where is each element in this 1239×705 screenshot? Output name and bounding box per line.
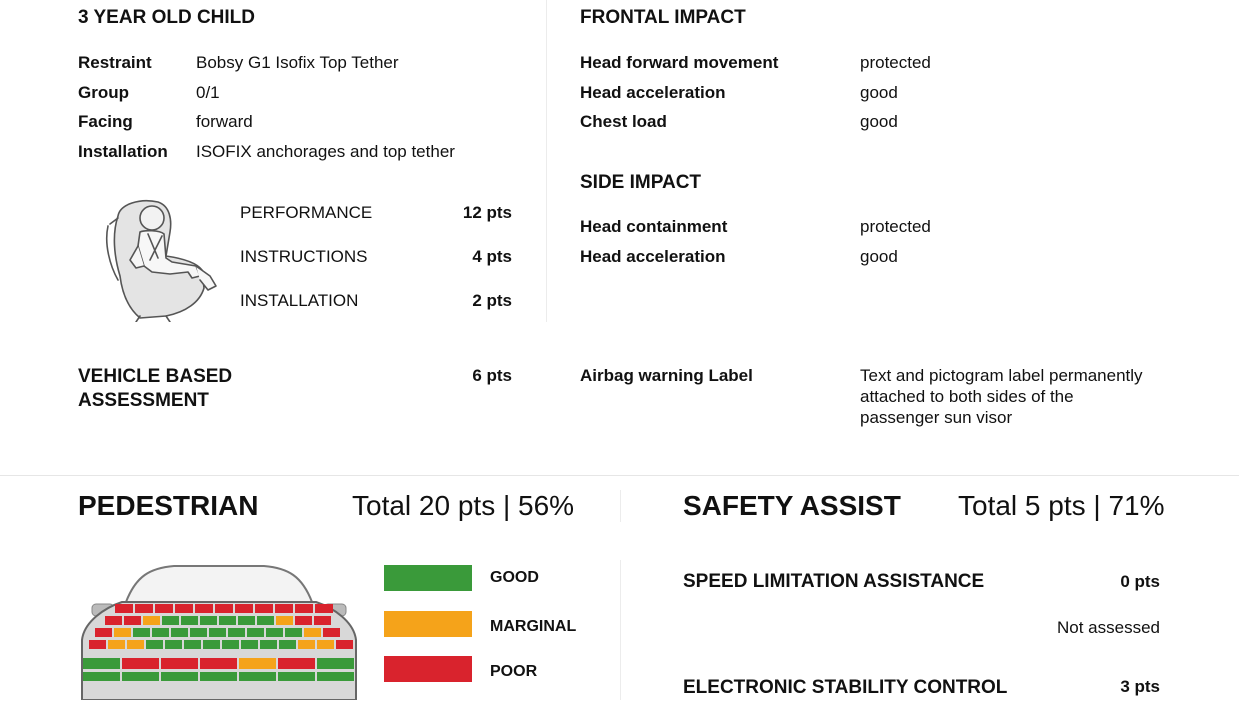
safety-assist-title: SAFETY ASSIST (683, 490, 901, 521)
airbag-warning-text-3: passenger sun visor (860, 408, 1013, 427)
legend-swatch-good (384, 565, 472, 591)
impact-zone-cell (260, 640, 277, 649)
impact-zone-cell (317, 672, 354, 681)
frontal-impact-title: FRONTAL IMPACT (580, 7, 746, 28)
vehicle-assessment-points: 6 pts (472, 366, 512, 385)
impact-zone-cell (298, 640, 315, 649)
facing-value: forward (196, 112, 253, 131)
impact-zone-cell (222, 640, 239, 649)
group-value: 0/1 (196, 83, 220, 102)
impact-zone-cell (238, 616, 255, 625)
speed-limitation-points: 0 pts (1120, 572, 1160, 591)
installation-score-label: INSTALLATION (240, 291, 359, 310)
airbag-warning-text-1: Text and pictogram label permanently (860, 366, 1143, 385)
impact-zone-cell (247, 628, 264, 637)
impact-zone-cell (108, 640, 125, 649)
frontal-row-value: good (860, 112, 898, 131)
impact-zone-cell (317, 658, 354, 669)
impact-zone-cell (200, 658, 237, 669)
frontal-row-label: Chest load (580, 112, 667, 131)
instructions-points: 4 pts (472, 247, 512, 266)
airbag-warning-label: Airbag warning Label (580, 366, 753, 385)
impact-zone-cell (89, 640, 106, 649)
instructions-label: INSTRUCTIONS (240, 247, 368, 266)
group-label: Group (78, 83, 129, 102)
pedestrian-title: PEDESTRIAN (78, 490, 259, 521)
impact-zone-cell (215, 604, 233, 613)
installation-value: ISOFIX anchorages and top tether (196, 142, 455, 161)
impact-zone-cell (161, 658, 198, 669)
impact-zone-cell (295, 604, 313, 613)
installation-points: 2 pts (472, 291, 512, 310)
side-row-label: Head containment (580, 217, 728, 236)
legend-swatch-marginal (384, 611, 472, 637)
column-divider-bottom-2 (620, 560, 621, 700)
impact-zone-cell (83, 658, 120, 669)
impact-zone-cell (255, 604, 273, 613)
impact-zone-cell (304, 628, 321, 637)
impact-zone-cell (317, 640, 334, 649)
legend-swatch-poor (384, 656, 472, 682)
impact-zone-cell (122, 672, 159, 681)
frontal-row-value: protected (860, 53, 931, 72)
impact-zone-cell (146, 640, 163, 649)
legend-label-good: GOOD (490, 569, 539, 586)
impact-zone-cell (162, 616, 179, 625)
impact-zone-cell (241, 640, 258, 649)
vehicle-assessment-label: VEHICLE BASED (78, 366, 233, 387)
impact-zone-cell (171, 628, 188, 637)
frontal-row-label: Head acceleration (580, 83, 726, 102)
impact-zone-cell (323, 628, 340, 637)
installation-label: Installation (78, 142, 168, 161)
impact-zone-cell (275, 604, 293, 613)
impact-zone-cell (114, 628, 131, 637)
section-divider (0, 475, 1239, 476)
impact-zone-cell (152, 628, 169, 637)
impact-zone-cell (175, 604, 193, 613)
legend-label-poor: POOR (490, 663, 538, 680)
side-row-value: good (860, 247, 898, 266)
impact-zone-cell (181, 616, 198, 625)
impact-zone-cell (83, 672, 120, 681)
frontal-row-label: Head forward movement (580, 53, 779, 72)
speed-limitation-label: SPEED LIMITATION ASSISTANCE (683, 571, 985, 592)
impact-zone-cell (122, 658, 159, 669)
impact-zone-cell (336, 640, 353, 649)
impact-zone-cell (235, 604, 253, 613)
impact-zone-cell (203, 640, 220, 649)
impact-zone-cell (190, 628, 207, 637)
impact-zone-cell (295, 616, 312, 625)
impact-zone-cell (143, 616, 160, 625)
pedestrian-total: Total 20 pts | 56% (352, 490, 575, 521)
impact-zone-cell (209, 628, 226, 637)
airbag-warning-text-2: attached to both sides of the (860, 387, 1074, 406)
impact-zone-cell (314, 616, 331, 625)
impact-zone-cell (276, 616, 293, 625)
impact-zone-cell (239, 672, 276, 681)
vehicle-assessment-label-2: ASSESSMENT (78, 390, 209, 411)
impact-zone-cell (165, 640, 182, 649)
impact-zone-cell (105, 616, 122, 625)
esc-label: ELECTRONIC STABILITY CONTROL (683, 677, 1008, 698)
performance-label: PERFORMANCE (240, 203, 373, 222)
impact-zone-cell (95, 628, 112, 637)
speed-limitation-note: Not assessed (1057, 618, 1160, 637)
impact-zone-cell (195, 604, 213, 613)
restraint-value: Bobsy G1 Isofix Top Tether (196, 53, 399, 72)
pedestrian-car-diagram (74, 562, 364, 700)
impact-zone-cell (315, 604, 333, 613)
impact-zone-cell (135, 604, 153, 613)
impact-zone-cell (184, 640, 201, 649)
impact-zone-cell (266, 628, 283, 637)
impact-zone-cell (285, 628, 302, 637)
frontal-row-value: good (860, 83, 898, 102)
restraint-label: Restraint (78, 53, 152, 72)
impact-zone-cell (124, 616, 141, 625)
impact-zone-cell (155, 604, 173, 613)
esc-points: 3 pts (1120, 677, 1160, 696)
child-section-title: 3 YEAR OLD CHILD (78, 7, 256, 28)
impact-zone-cell (127, 640, 144, 649)
side-row-value: protected (860, 217, 931, 236)
legend-label-marginal: MARGINAL (490, 618, 577, 635)
performance-points: 12 pts (462, 203, 512, 222)
safety-assist-total: Total 5 pts | 71% (958, 490, 1165, 521)
impact-zone-cell (228, 628, 245, 637)
impact-zone-cell (200, 672, 237, 681)
side-impact-title: SIDE IMPACT (580, 172, 702, 193)
side-row-label: Head acceleration (580, 247, 726, 266)
column-divider-bottom-1 (620, 490, 621, 522)
column-divider-top (546, 0, 547, 322)
impact-zone-cell (115, 604, 133, 613)
child-seat-icon (100, 196, 220, 322)
impact-zone-cell (200, 616, 217, 625)
impact-zone-cell (279, 640, 296, 649)
impact-zone-cell (219, 616, 236, 625)
impact-zone-cell (239, 658, 276, 669)
impact-zone-cell (133, 628, 150, 637)
impact-zone-cell (278, 658, 315, 669)
facing-label: Facing (78, 112, 133, 131)
impact-zone-cell (278, 672, 315, 681)
impact-zone-cell (161, 672, 198, 681)
impact-zone-cell (257, 616, 274, 625)
